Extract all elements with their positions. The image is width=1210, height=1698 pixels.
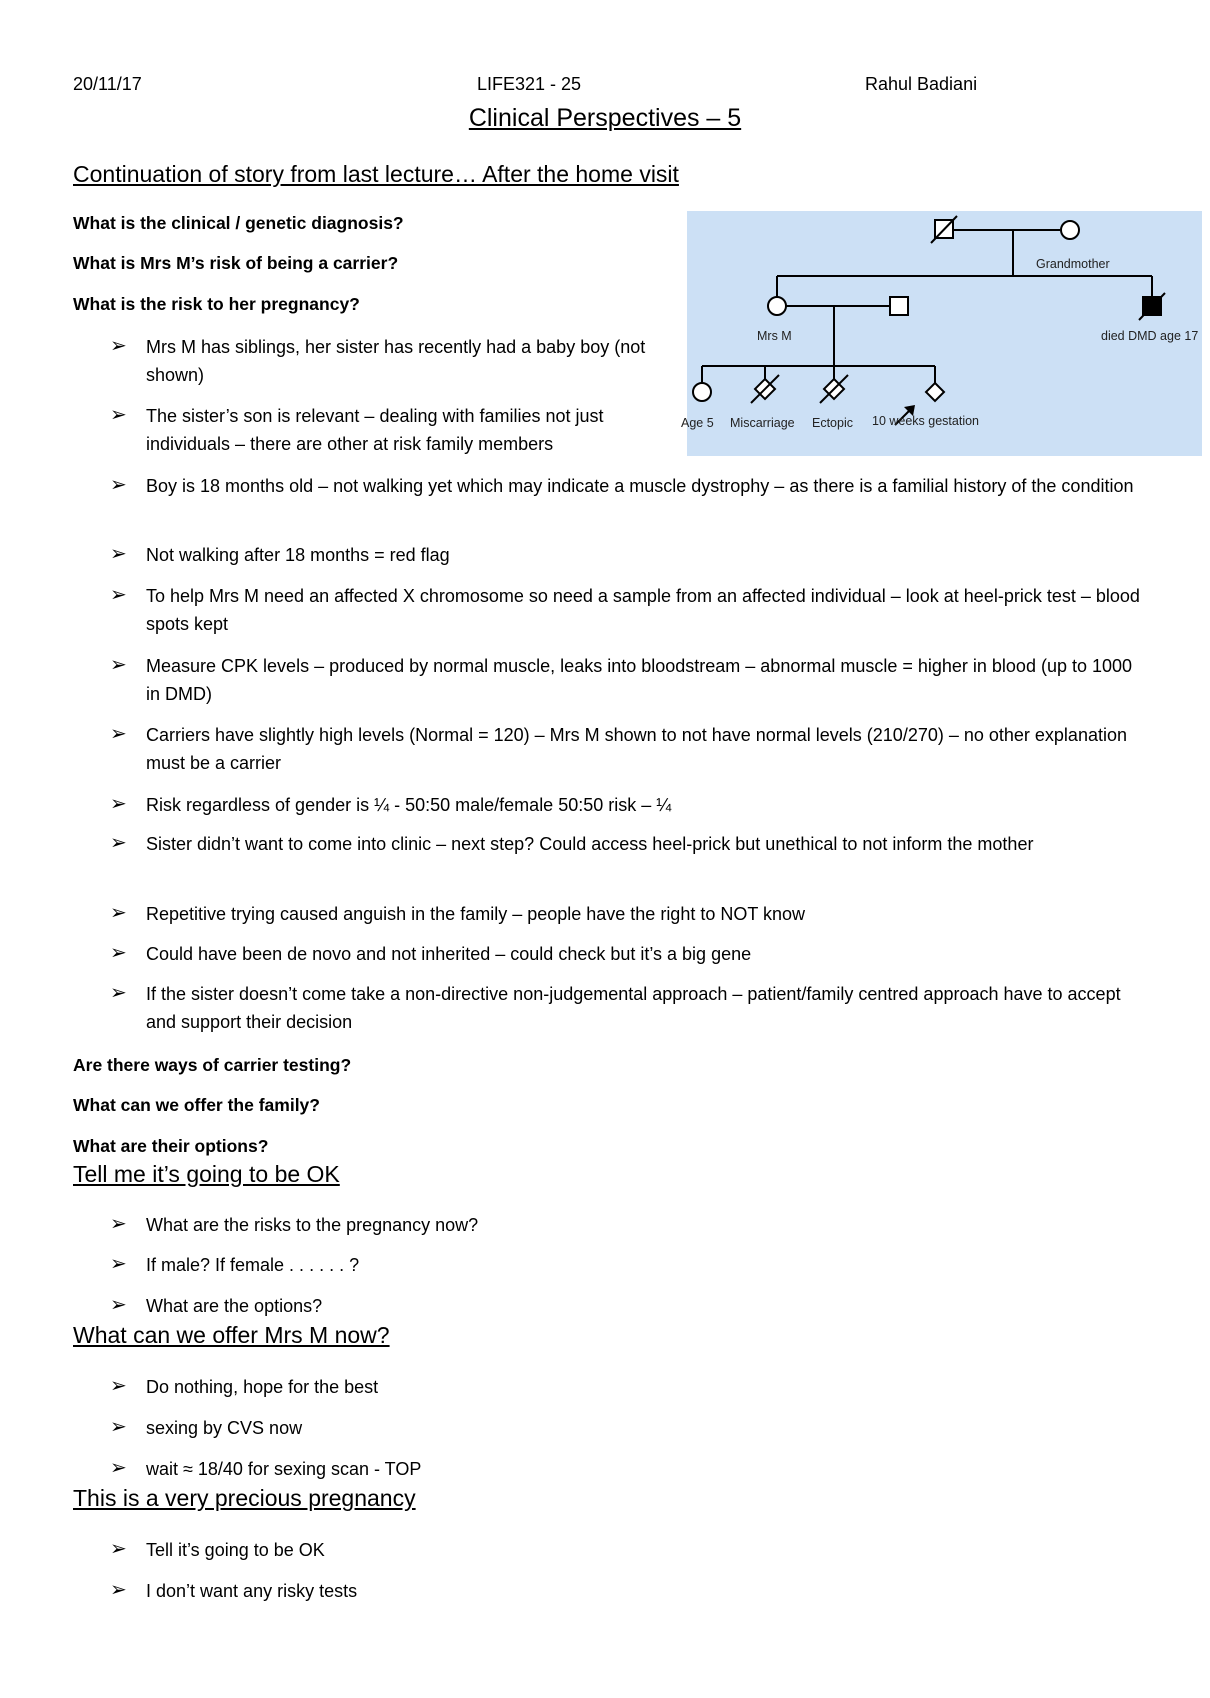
bullet-item: ➢ Not walking after 18 months = red flag	[110, 543, 450, 565]
mrs-m-circle	[768, 297, 786, 315]
bullet-item: ➢ Sister didn’t want to come into clinic – next step? Could access heel-prick but unethical to not inform the mother	[110, 832, 1034, 854]
bullet-item: ➢ If male? If female . . . . . . ?	[110, 1253, 360, 1275]
arrow-bullet-icon: ➢	[110, 723, 127, 745]
arrow-bullet-icon: ➢	[110, 793, 127, 815]
question-carrier-testing: Are there ways of carrier testing?	[73, 1055, 352, 1075]
section-heading-precious: This is a very precious pregnancy	[73, 1485, 416, 1511]
label-grandmother: Grandmother	[1036, 257, 1110, 271]
label-ectopic: Ectopic	[812, 416, 853, 430]
section-heading-offer: What can we offer Mrs M now?	[73, 1322, 390, 1348]
arrow-bullet-icon: ➢	[110, 1579, 127, 1601]
arrow-bullet-icon: ➢	[110, 1213, 127, 1235]
arrow-bullet-icon: ➢	[110, 942, 127, 964]
pedigree-diagram	[681, 211, 1202, 456]
arrow-bullet-icon: ➢	[110, 654, 127, 676]
label-gestation: 10 weeks gestation	[872, 414, 980, 428]
label-mrs-m: Mrs M	[757, 329, 792, 343]
label-uncle: died DMD age 17	[1101, 329, 1199, 343]
bullet-item: ➢ Risk regardless of gender is ¼ - 50:50 male/female 50:50 risk – ¼	[110, 793, 672, 815]
grandmother-circle	[1061, 221, 1079, 239]
question-pregnancy-risk: What is the risk to her pregnancy?	[73, 294, 360, 314]
question-carrier-risk: What is Mrs M’s risk of being a carrier?	[73, 253, 399, 273]
arrow-bullet-icon: ➢	[110, 1253, 127, 1275]
section-heading-home-visit: Continuation of story from last lecture… After the home visit	[73, 161, 679, 187]
bullet-item: ➢ Carriers have slightly high levels (Normal = 120) – Mrs M shown to not have normal levels (210/270) – no other explanation must be a carrier	[110, 723, 1127, 773]
arrow-bullet-icon: ➢	[110, 474, 127, 496]
pedigree-svg	[681, 211, 1202, 456]
child1-circle	[693, 383, 711, 401]
label-miscarriage: Miscarriage	[730, 416, 795, 430]
bullet-item: ➢ The sister’s son is relevant – dealing with families not just individuals – there are other at risk family members	[110, 404, 604, 454]
arrow-bullet-icon: ➢	[110, 1294, 127, 1316]
bullet-item: ➢ Repetitive trying caused anguish in the family – people have the right to NOT know	[110, 902, 806, 924]
arrow-bullet-icon: ➢	[110, 982, 127, 1004]
pregnancy-diamond	[926, 383, 944, 401]
question-diagnosis: What is the clinical / genetic diagnosis?	[73, 213, 404, 233]
bullet-item: ➢ Do nothing, hope for the best	[110, 1375, 379, 1397]
arrow-bullet-icon: ➢	[110, 902, 127, 924]
bullet-item: ➢ To help Mrs M need an affected X chromosome so need a sample from an affected individual – look at heel-prick test – blood spots kept	[110, 584, 1140, 634]
question-options: What are their options?	[73, 1136, 269, 1156]
bullet-item: ➢ Measure CPK levels – produced by normal muscle, leaks into bloodstream – abnormal muscle = higher in blood (up to 1000 in DMD)	[110, 654, 1133, 704]
arrow-bullet-icon: ➢	[110, 1538, 127, 1560]
arrow-bullet-icon: ➢	[110, 1416, 127, 1438]
label-child1: Age 5	[681, 416, 714, 430]
header-course: LIFE321 - 25	[477, 74, 582, 94]
page-title: Clinical Perspectives – 5	[468, 104, 742, 132]
bullet-item: ➢ Tell it’s going to be OK	[110, 1538, 325, 1560]
arrow-bullet-icon: ➢	[110, 335, 127, 357]
bullet-item: ➢ What are the risks to the pregnancy now?	[110, 1213, 479, 1235]
bullet-item: ➢ sexing by CVS now	[110, 1416, 303, 1438]
header-author: Rahul Badiani	[865, 74, 978, 94]
bullet-item: ➢ Could have been de novo and not inherited – could check but it’s a big gene	[110, 942, 752, 964]
arrow-bullet-icon: ➢	[110, 1375, 127, 1397]
bullet-item: ➢ What are the options?	[110, 1294, 323, 1316]
arrow-bullet-icon: ➢	[110, 1457, 127, 1479]
arrow-bullet-icon: ➢	[110, 584, 127, 606]
bullet-item: ➢ I don’t want any risky tests	[110, 1579, 358, 1601]
header-date: 20/11/17	[73, 74, 142, 94]
arrow-bullet-icon: ➢	[110, 543, 127, 565]
arrow-bullet-icon: ➢	[110, 832, 127, 854]
bullet-item: ➢ Boy is 18 months old – not walking yet which may indicate a muscle dystrophy – as there is a familial history of the condition	[110, 474, 1134, 496]
partner-square	[890, 297, 908, 315]
bullet-item: ➢ Mrs M has siblings, her sister has recently had a baby boy (not shown)	[110, 335, 646, 385]
question-offer-family: What can we offer the family?	[73, 1095, 320, 1115]
arrow-bullet-icon: ➢	[110, 404, 127, 426]
bullet-item: ➢ If the sister doesn’t come take a non-directive non-judgemental approach – patient/family centred approach have to accept and support their decision	[110, 982, 1121, 1032]
section-heading-ok: Tell me it’s going to be OK	[73, 1161, 340, 1187]
bullet-item: ➢ wait ≈ 18/40 for sexing scan - TOP	[110, 1457, 422, 1479]
